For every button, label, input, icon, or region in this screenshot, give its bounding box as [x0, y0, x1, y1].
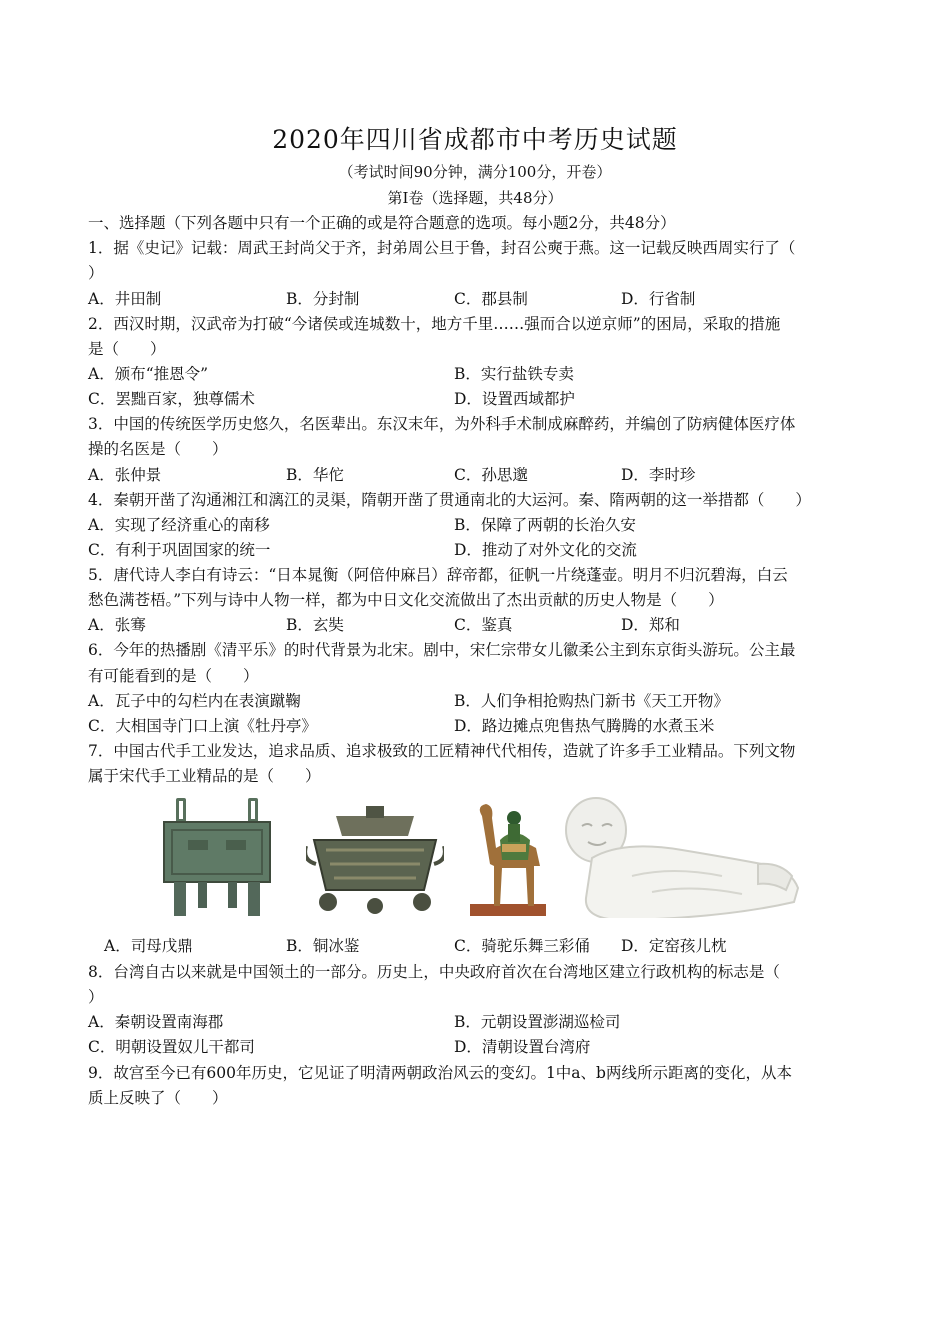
- question-3-stem-line-2: 操的名医是（ ）: [88, 440, 228, 458]
- question-3-stem-line-1: 3．中国的传统医学历史悠久，名医辈出。东汉末年，为外科手术制成麻醉药，并编创了防病健体医疗体: [88, 415, 796, 433]
- question-2-option-b: B．实行盐铁专卖: [454, 365, 574, 383]
- question-7-stem-line-1: 7．中国古代手工业发达，追求品质、追求极致的工匠精神代代相传，造就了许多手工业精品。下列文物: [88, 742, 796, 760]
- question-6-stem-line-2: 有可能看到的是（ ）: [88, 667, 259, 685]
- question-3-option-c: C．孙思邈: [454, 466, 528, 484]
- question-8-option-b: B．元朝设置澎湖巡检司: [454, 1013, 621, 1031]
- question-2-stem-line-1: 2．西汉时期，汉武帝为打破“今诸侯或连城数十，地方千里……强而合以逆京师”的困局，采取的措施: [88, 315, 781, 333]
- question-5-option-b: B．玄奘: [286, 616, 344, 634]
- question-7-option-d: D．定窑孩儿枕: [621, 937, 727, 955]
- child-pillow-icon: [562, 796, 800, 918]
- exam-info: （考试时间90分钟，满分100分，开卷）: [338, 163, 612, 181]
- part-title: 第Ⅰ卷（选择题，共48分）: [387, 189, 563, 207]
- question-5-option-d: D．郑和: [621, 616, 680, 634]
- simuwu-ding-image: [158, 796, 276, 918]
- question-6-stem-line-1: 6．今年的热播剧《清平乐》的时代背景为北宋。剧中，宋仁宗带女儿徽柔公主到东京街头游玩。公主最: [88, 641, 796, 659]
- question-4-option-a: A．实现了经济重心的南移: [88, 516, 270, 534]
- question-5-stem-line-2: 愁色满苍梧。”下列与诗中人物一样，都为中日文化交流做出了杰出贡献的历史人物是（ ）: [88, 591, 724, 609]
- question-8-stem-line-2: ）: [88, 988, 104, 1006]
- question-8-stem-line-1: 8．台湾自古以来就是中国领土的一部分。历史上，中央政府首次在台湾地区建立行政机构的标志是（: [88, 963, 780, 981]
- question-1-option-d: D．行省制: [621, 290, 696, 308]
- ding-kiln-child-pillow-image: [562, 796, 800, 918]
- question-4-option-b: B．保障了两朝的长治久安: [454, 516, 636, 534]
- question-7-stem-line-2: 属于宋代手工业精品的是（ ）: [88, 767, 321, 785]
- question-9-stem-line-1: 9．故宫至今已有600年历史，它见证了明清两朝政治风云的变幻。1中a、b两线所示距离的变化，从本: [88, 1064, 792, 1082]
- question-2-stem-line-2: 是（ ）: [88, 340, 166, 358]
- question-7-option-b: B．铜冰鉴: [286, 937, 360, 955]
- question-5-stem-line-1: 5．唐代诗人李白有诗云：“日本晁衡（阿倍仲麻吕）辞帝都，征帆一片绕蓬壶。明月不归沉碧海，白云: [88, 566, 788, 584]
- question-8-option-a: A．秦朝设置南海郡: [88, 1013, 224, 1031]
- question-7-option-c: C．骑驼乐舞三彩俑: [454, 937, 590, 955]
- question-6-option-d: D．路边摊点兜售热气腾腾的水煮玉米: [454, 717, 715, 735]
- page-title: 2020年四川省成都市中考历史试题: [272, 125, 678, 154]
- question-9-stem-line-2: 质上反映了（ ）: [88, 1089, 228, 1107]
- question-3-option-b: B．华佗: [286, 466, 344, 484]
- question-3-option-a: A．张仲景: [88, 466, 162, 484]
- question-4-option-c: C．有利于巩固国家的统一: [88, 541, 271, 559]
- question-7-option-a: A．司母戊鼎: [104, 937, 193, 955]
- question-1-option-c: C．郡县制: [454, 290, 528, 308]
- question-5-option-a: A．张骞: [88, 616, 146, 634]
- question-8-option-d: D．清朝设置台湾府: [454, 1038, 591, 1056]
- ding-cauldron-icon: [158, 796, 276, 918]
- question-1-stem-line-2: ）: [88, 264, 104, 282]
- section-instruction: 一、选择题（下列各题中只有一个正确的或是符合题意的选项。每小题2分，共48分）: [88, 214, 676, 232]
- question-5-option-c: C．鉴真: [454, 616, 513, 634]
- question-1-option-b: B．分封制: [286, 290, 360, 308]
- question-8-option-c: C．明朝设置奴儿干都司: [88, 1038, 255, 1056]
- question-4-stem-line-1: 4．秦朝开凿了沟通湘江和漓江的灵渠，隋朝开凿了贯通南北的大运河。秦、隋两朝的这一举措都（ ）: [88, 491, 811, 509]
- question-6-option-a: A．瓦子中的勾栏内在表演蹴鞠: [88, 692, 301, 710]
- bronze-ice-jian-image: [306, 806, 444, 916]
- question-2-option-c: C．罢黜百家，独尊儒术: [88, 390, 255, 408]
- question-3-option-d: D．李时珍: [621, 466, 696, 484]
- question-4-option-d: D．推动了对外文化的交流: [454, 541, 637, 559]
- question-2-option-a: A．颁布“推恩令”: [88, 365, 209, 383]
- camel-sancai-figurine-image: [470, 796, 546, 918]
- question-6-option-b: B．人们争相抢购热门新书《天工开物》: [454, 692, 729, 710]
- camel-figurine-icon: [470, 796, 546, 918]
- question-2-option-d: D．设置西域都护: [454, 390, 575, 408]
- ice-jian-vessel-icon: [306, 806, 444, 916]
- question-1-stem-line-1: 1．据《史记》记载：周武王封尚父于齐，封弟周公旦于鲁，封召公奭于燕。这一记载反映西周实行了（: [88, 239, 796, 257]
- question-1-option-a: A．井田制: [88, 290, 162, 308]
- question-6-option-c: C．大相国寺门口上演《牡丹亭》: [88, 717, 317, 735]
